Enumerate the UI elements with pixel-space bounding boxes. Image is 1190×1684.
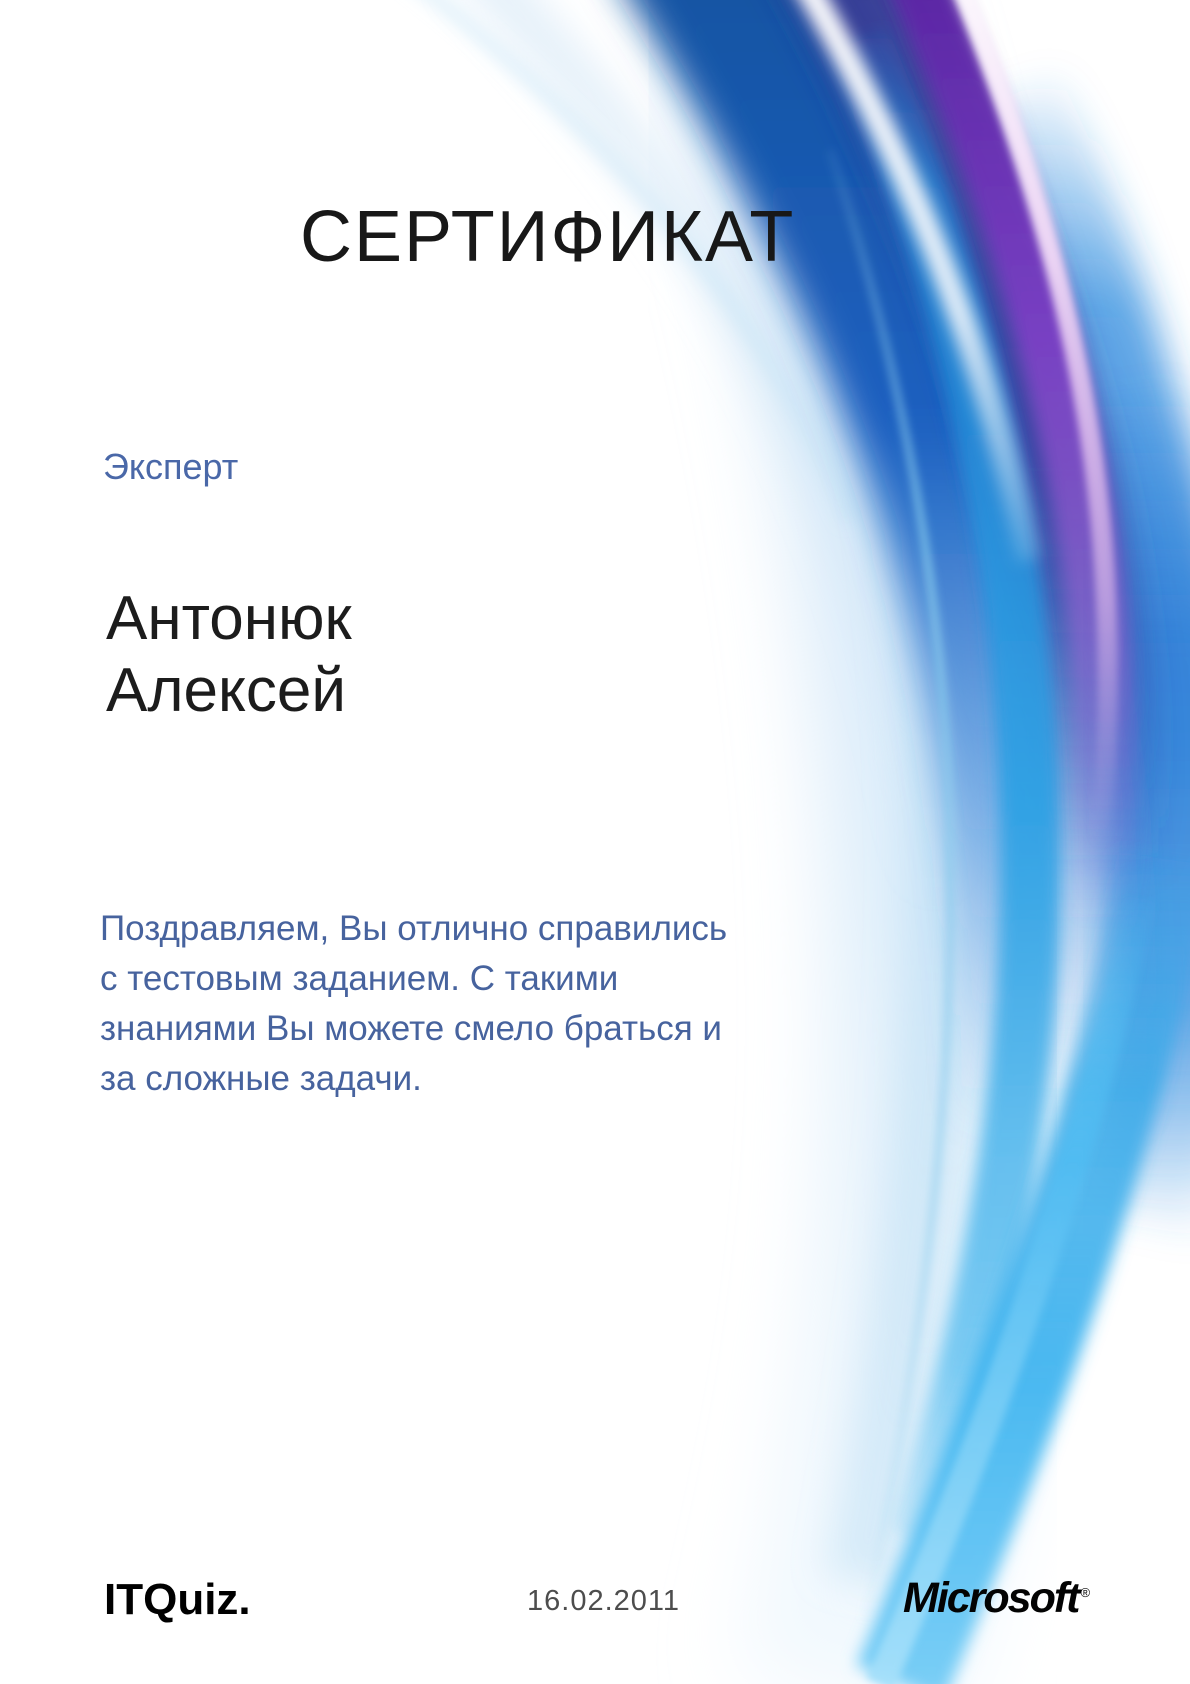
recipient-name (106, 583, 352, 727)
microsoft-wordmark: Microsoft (903, 1574, 1079, 1622)
issuer-logo: ITQuiz. (104, 1575, 251, 1624)
recipient-first-name: Алексей (106, 656, 346, 725)
message-line: знаниями Вы можете смело браться и (100, 1009, 722, 1048)
issue-date: 16.02.2011 (527, 1585, 680, 1617)
certificate-title: СЕРТИФИКАТ (300, 197, 796, 277)
message-line: за сложные задачи. (100, 1059, 422, 1098)
level-label: Эксперт (103, 446, 239, 487)
microsoft-logo (903, 1574, 1090, 1623)
recipient-last-name: Антонюк (106, 584, 352, 653)
message-line: с тестовым заданием. С такими (100, 959, 619, 998)
registered-trademark-icon: ® (1080, 1584, 1091, 1600)
congratulation-message (100, 904, 727, 1104)
message-line: Поздравляем, Вы отлично справились (100, 909, 728, 948)
